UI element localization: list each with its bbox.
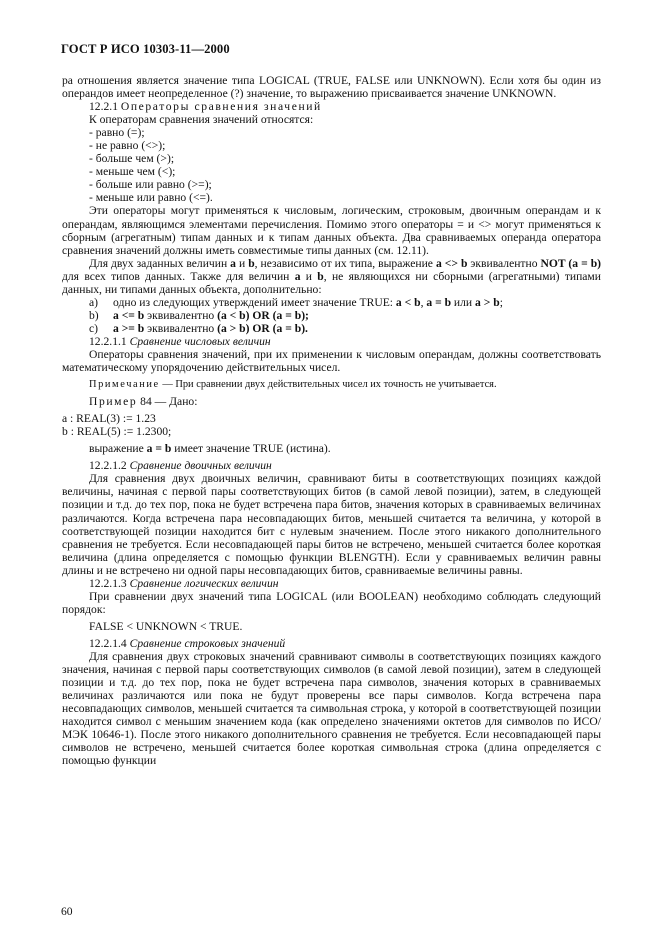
list-item-a: a) одно из следующих утверждений имеет значение TRUE: a < b, a = b или a > b;: [89, 295, 503, 309]
operators-applicability-paragraph: Эти операторы могут применяться к числовым, логическим, строковым, двоичным операндам и к операндам, являющимся элементами перечисления. Помимо этого операторы = и <> могут применяться к сборным (агрегатным) типам данных и к типам данных объекта. Два сравниваемых операнда оператора сравнения значений должны иметь совместимые типы данных (см. 12.11).: [62, 204, 601, 257]
string-comparison-paragraph: Для сравнения двух строковых значений сравнивают символы в соответствующих позициях каждого значения, начиная с первой пары соответствующих символов (в самой левой позиции), затем в следующей позиции и т.д. до тех пор, пока не будет встречена пара символов, значения которых в сравниваемых величинах различаются или пока не будут проверены все пары символов. Когда встречена пара несовпадающих символов, меньшей считается та символьная строка, у которой в соответствующей позиции находится символ с меньшим значением кода (как определено значениями октетов для символов по ИСО/МЭК 10646-1). После этого никакого дополнительного сравнения не требуется. Если несовпадающей пары символов не встречено, меньшей считается более короткая символьная строка (длина определяется с помощью функции: [62, 649, 601, 768]
equivalence-paragraph: Для двух заданных величин a и b, независимо от их типа, выражение a <> b эквивалентно NOT (a = b) для всех типов данных. Также для величин a и b, не являющихся ни сборными (агрегатными) типами данных, ни типами данных объекта, дополнительно:: [62, 256, 601, 296]
intro-paragraph: ра отношения является значение типа LOGICAL (TRUE, FALSE или UNKNOWN). Если хотя бы один из операндов имеет неопределенное (?) значение, то выражению присваивается значение UNKNOWN.: [62, 74, 601, 101]
logical-order: FALSE < UNKNOWN < TRUE.: [89, 619, 243, 633]
section-title: Операторы сравнения значений: [120, 100, 322, 114]
binary-comparison-paragraph: Для сравнения двух двоичных величин, сравнивают биты в соответствующих позициях каждой величины, начиная с первой пары соответствующих битов (в самой левой позиции), затем, в следующей позиции и т.д. до тех пор, пока не будет встречена пара битов, значения которых в сравниваемых величинах различаются. Когда встречена пара несовпадающих битов, меньшей считается та величина, у которой в соответствующей позиции находится бит с нулевым значением. После этого никакого дополнительного сравнения не требуется. Если несовпадающей пары битов не встречено, меньшей считается более короткая величина (длина определяется с помощью функции BLENGTH). Если у сравниваемых величин равны длины и не встречено ни одной пары несовпадающих битов, сравниваемые величины равны.: [62, 472, 601, 577]
code-line: b : REAL(5) := 1.2300;: [62, 425, 172, 439]
section-heading-12-2-1-1: 12.2.1.1 Сравнение числовых величин: [89, 334, 271, 348]
logical-comparison-paragraph: При сравнении двух значений типа LOGICAL (или BOOLEAN) необходимо соблюдать следующий порядок:: [62, 589, 601, 616]
operator-item: - меньше или равно (<=).: [89, 191, 213, 205]
code-line: a : REAL(3) := 1.23: [62, 412, 156, 426]
page-body: [62, 74, 601, 767]
section-heading-12-2-1-3: 12.2.1.3 Сравнение логических величин: [89, 576, 279, 590]
page-number: 60: [61, 905, 73, 918]
example-heading: Пример 84 — Дано:: [89, 395, 198, 409]
standard-header: ГОСТ Р ИСО 10303-11—2000: [61, 42, 230, 56]
note-label: Примечание: [89, 379, 160, 391]
expression-result: выражение a = b имеет значение TRUE (истина).: [89, 442, 331, 456]
section-heading-12-2-1: 12.2.1 Операторы сравнения значений: [89, 100, 322, 114]
operator-item: - меньше чем (<);: [89, 165, 176, 179]
list-item-b: b) a <= b эквивалентно (a < b) OR (a = b);: [89, 308, 309, 322]
operators-lead: К операторам сравнения значений относятся:: [89, 113, 314, 127]
section-heading-12-2-1-4: 12.2.1.4 Сравнение строковых значений: [89, 636, 286, 650]
list-item-c: c) a >= b эквивалентно (a > b) OR (a = b).: [89, 321, 308, 335]
numeric-comparison-paragraph: Операторы сравнения значений, при их применении к числовым операндам, должны соответствовать математическому упорядочению действительных чисел.: [62, 347, 601, 375]
operator-item: - больше или равно (>=);: [89, 178, 212, 192]
operator-item: - больше чем (>);: [89, 152, 175, 166]
note: Примечание — При сравнении двух действительных чисел их точность не учитывается.: [89, 379, 497, 391]
section-heading-12-2-1-2: 12.2.1.2 Сравнение двоичных величин: [89, 459, 272, 473]
operator-item: - равно (=);: [89, 126, 145, 140]
operator-item: - не равно (<>);: [89, 139, 166, 153]
